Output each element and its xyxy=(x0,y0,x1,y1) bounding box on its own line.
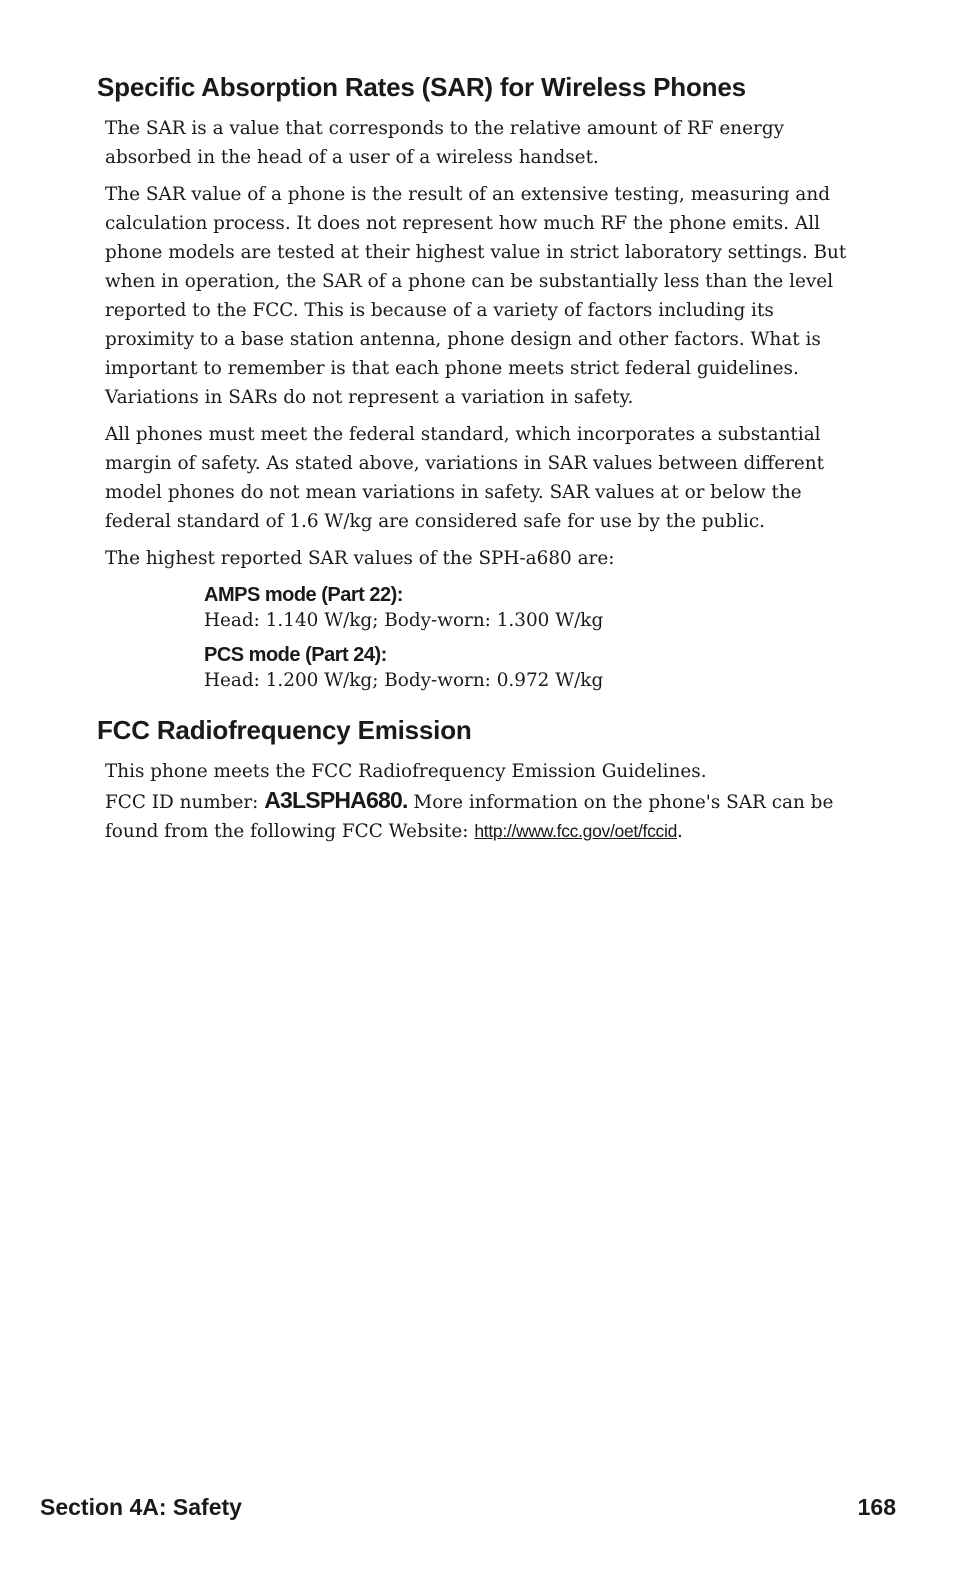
fcc-end-period: . xyxy=(677,821,683,842)
pcs-mode-block xyxy=(204,642,804,694)
pcs-mode-values: Head: 1.200 W/kg; Body-worn: 0.972 W/kg xyxy=(204,670,604,691)
pcs-mode-title: PCS mode (Part 24): xyxy=(204,644,387,666)
amps-mode-title: AMPS mode (Part 22): xyxy=(204,584,403,606)
sar-paragraph-1: The SAR is a value that corresponds to the relative amount of RF energy absorbed in the head of a user of a wireless handset. xyxy=(105,118,784,168)
footer-section-title: Section 4A: Safety xyxy=(40,1494,242,1520)
sar-body xyxy=(105,114,865,581)
fcc-id-paragraph xyxy=(105,786,865,846)
fcc-id-label: FCC ID number: xyxy=(105,792,265,813)
sar-heading: Specific Absorption Rates (SAR) for Wireless Phones xyxy=(97,72,746,102)
sar-paragraph-4: The highest reported SAR values of the SPH-a680 are: xyxy=(105,548,615,569)
fcc-heading: FCC Radiofrequency Emission xyxy=(97,715,472,745)
fcc-website-link[interactable]: http://www.fcc.gov/oet/fccid xyxy=(474,821,678,841)
amps-mode-block xyxy=(204,582,804,634)
fcc-body xyxy=(105,757,865,846)
sar-paragraph-2: The SAR value of a phone is the result of an extensive testing, measuring and calculation process. It does not represent how much RF the phone emits. All phone models are tested at their highest value in strict laboratory settings. But when in operation, the SAR of a phone can be substantially less than the level reported to the FCC. This is because of a variety of factors including its proximity to a base station antenna, phone design and other factors. What is important to remember is that each phone meets strict federal guidelines. Variations in SARs do not represent a variation in safety. xyxy=(105,184,847,408)
sar-paragraph-3: All phones must meet the federal standard, which incorporates a substantial margin of safety. As stated above, variations in SAR values between different model phones do not mean variations in safety. SAR values at or below the federal standard of 1.6 W/kg are considered safe for use by the public. xyxy=(105,424,825,532)
fcc-id-value: A3LSPHA680. xyxy=(264,787,408,813)
footer-page-number: 168 xyxy=(857,1494,896,1520)
amps-mode-values: Head: 1.140 W/kg; Body-worn: 1.300 W/kg xyxy=(204,610,604,631)
fcc-more-info-text: More information on the phone's SAR can be found from the following FCC Website: xyxy=(105,792,834,842)
fcc-guidelines-line: This phone meets the FCC Radiofrequency Emission Guidelines. xyxy=(105,761,707,782)
